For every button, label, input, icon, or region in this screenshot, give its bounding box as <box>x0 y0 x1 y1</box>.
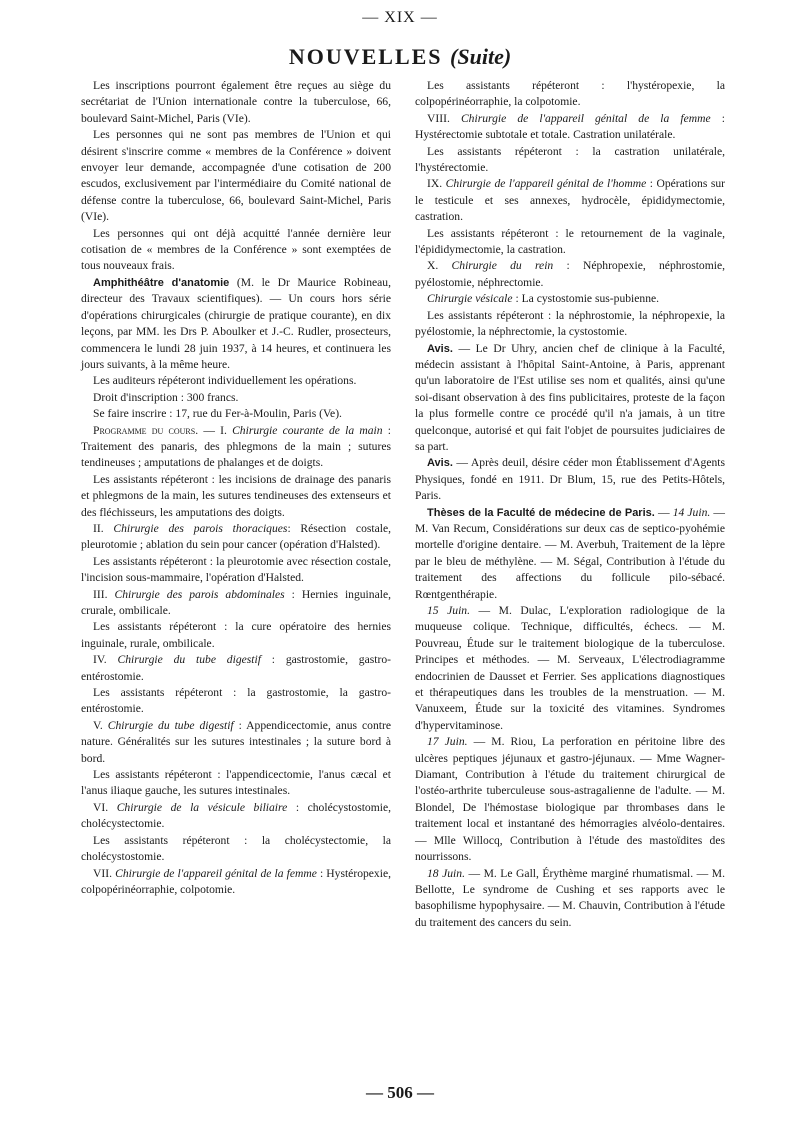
paragraph: Les assistants répéteront : la cholécystectomie, la cholécystostomie. <box>81 833 391 864</box>
italic-run: Chirurgie du tube digestif <box>107 718 234 732</box>
paragraph: Les assistants répéteront : les incisions de drainage des panaris et phlegmons de la main, les sutures tendineuses des extenseurs et des fléchisseurs, les amputations des doigts. <box>81 472 391 519</box>
paragraph <box>81 587 391 620</box>
text-run: — Après deuil, désire céder mon Établissement d'Agents Physiques, fondé en 1911. Dr Blum, 15, rue des Petits-Hôtels, Paris. <box>415 456 725 503</box>
bold-lead: Avis. <box>427 457 453 470</box>
paragraph <box>415 866 725 932</box>
italic-run: Chirurgie des parois thoraciques <box>113 521 288 535</box>
small-caps-lead: Programme du cours. <box>93 423 199 437</box>
text-run: : Hystérectomie subtotale et totale. Castration unilatérale. <box>415 111 725 142</box>
right-column <box>415 78 725 931</box>
paragraph: Se faire inscrire : 17, rue du Fer-à-Moulin, Paris (Ve). <box>93 407 342 421</box>
italic-run: 18 Juin. <box>427 866 465 880</box>
paragraph <box>81 718 391 767</box>
paragraph: Les assistants répéteront : la castration unilatérale, l'hystérectomie. <box>415 144 725 175</box>
paragraph: Les assistants répéteront : la néphrostomie, la néphropexie, la pyélostomie, la néphrectomie, la cystostomie. <box>415 308 725 339</box>
paragraph: Les inscriptions pourront également être reçues au siège du secrétariat de l'Union internationale contre la tuberculose, 66, boulevard Saint-Michel, Paris (VIe). <box>81 79 391 125</box>
italic-run: 14 Juin. <box>672 505 711 519</box>
text-run: — <box>654 505 673 519</box>
text-run: : Résection costale, pleurotomie ; ablation du sein pour cancer (opération d'Halsted). <box>81 521 392 552</box>
paragraph: Les assistants répéteront : le retournement de la vaginale, l'épididymectomie, la castration. <box>415 226 725 257</box>
italic-run: Chirurgie vésicale <box>427 292 513 306</box>
bold-lead: Amphithéâtre d'anatomie <box>93 276 230 289</box>
text-run: : gastrostomie, gastro-entérostomie. <box>81 653 391 683</box>
paragraph: Droit d'inscription : 300 francs. <box>93 390 239 404</box>
text-run: V. <box>93 718 108 732</box>
text-run: : Hystéropexie, colpopérinéorraphie, colpotomie. <box>81 866 391 896</box>
text-run: : cholécystostomie, cholécystectomie. <box>81 800 392 831</box>
text-run: III. <box>93 587 115 601</box>
text-run: : Appendicectomie, anus contre nature. Généralités sur les sutures intestinales ; la suture bord à bord. <box>81 718 391 765</box>
text-run: — M. Le Gall, Érythème marginé rhumatismal. — M. Bellotte, Le syndrome de Cushing et ses rapports avec le basophilisme hypophysaire. — M. Chauvin, Contribution à l'étude du traitement des cancers du sein. <box>415 866 725 929</box>
paragraph <box>81 800 391 833</box>
paragraph: Les personnes qui ne sont pas membres de l'Union et qui désirent s'inscrire comme « membres de la Conférence » doivent envoyer leur demande, accompagnée d'une cotisation de 200 escudos, exclusivement par l'intermédiaire du Comité national de défense contre la tuberculose, 66, boulevard Saint-Michel, Paris (VIe). <box>81 128 391 224</box>
italic-run: Chirurgie de l'appareil génital de l'homme <box>445 177 647 191</box>
paragraph <box>415 734 725 865</box>
italic-run: Chirurgie du rein <box>451 259 554 273</box>
paragraph <box>415 505 725 603</box>
text-run: IV. <box>93 653 118 667</box>
section-title <box>0 44 800 70</box>
italic-run: 17 Juin. <box>427 735 468 749</box>
italic-run: Chirurgie de la vésicule biliaire <box>116 800 288 814</box>
text-run: — I. <box>198 423 233 437</box>
bold-lead: Thèses de la Faculté de médecine de Paris. <box>427 506 655 519</box>
text-run: — M. Riou, La perforation en péritoine libre des ulcères peptiques jéjunaux et gastro-jéjunaux. — Mme Wagner-Diamant, Contribution à l'étude du traitement chirurgical de l'ostéo-arthrite tuberculeuse sous-astragalienne de l'adulte. — M. Blondel, De l'hémostase biologique par thrombases dans le traitement local et instantané des hémorragies alvéolo-dentaires. — Mlle Willocq, Contribution à l'étude des mastoïdites des nourrissons. <box>415 735 725 864</box>
text-run: : Traitement des panaris, des phlegmons de la main ; sutures tendineuses ; amputations de phalanges et de doigts. <box>81 423 391 470</box>
paragraph <box>81 652 391 685</box>
paragraph <box>415 341 725 456</box>
text-run: : Néphropexie, néphrostomie, pyélostomie, néphrectomie. <box>415 259 726 289</box>
italic-run: Chirurgie des parois abdominales <box>114 587 285 601</box>
paragraph: Les assistants répéteront : l'hystéropexie, la colpopérinéorraphie, la colpotomie. <box>415 79 725 109</box>
paragraph <box>81 866 391 899</box>
text-run: — M. Van Recum, Considérations sur deux cas de septico-pyohémie mortelle d'origine dentaire. — M. Averbuh, Traitement de la lèpre par le bleu de méthylène. — M. Ségal, Contribution à l'étude du traitement des affections du follicule pilo-sébacé. Rœntgenthérapie. <box>415 505 726 601</box>
text-run: : La cystostomie sus-pubienne. <box>512 292 660 306</box>
paragraph: Les assistants répéteront : la pleurotomie avec résection costale, l'incision sous-mammaire, l'opération d'Halsted. <box>81 554 391 585</box>
paragraph <box>415 176 725 225</box>
text-run: II. <box>93 521 114 535</box>
text-run: VIII. <box>427 111 461 125</box>
text-run: X. <box>427 259 452 273</box>
roman-page-number: — XIX — <box>362 9 438 26</box>
text-run: (M. le Dr Maurice Robineau, directeur des Travaux scientifiques). — Un cours hors série d'opérations chirurgicales (chirurgie de pratique courante), en dix leçons, par MM. les Drs P. Aboulker et J.-C. Rudler, prosecteurs, commencera le lundi 28 juin 1937, à 14 heures, et continuera les jours suivants, à la même heure. <box>81 275 391 371</box>
text-run: : Hernies inguinale, crurale, ombilicale. <box>81 587 391 617</box>
italic-run: 15 Juin. <box>427 604 470 617</box>
text-run: VI. <box>93 800 117 814</box>
text-run: — M. Dulac, L'exploration radiologique de la muqueuse colique. Technique, difficultés, échecs. — M. Pouvreau, Étude sur le traitement biologique de la tuberculose. Principes et méthodes. — M. Serveaux, L'électrodiagramme endocrinien de Dausset et Ferrier. Ses applications diagnostiques et thérapeutiques dans les troubles de la menstruation. — M. Vanuxeem, Étude sur la toxicité des vitamines. Syndromes d'hypervitaminose. <box>415 604 725 732</box>
paragraph <box>415 291 725 307</box>
paragraph <box>81 275 391 373</box>
page-folio: — 506 — <box>366 1083 434 1102</box>
paragraph: Les auditeurs répéteront individuellement les opérations. <box>93 374 357 388</box>
section-title-suite: (Suite) <box>450 44 512 69</box>
paragraph: Les assistants répéteront : la cure opératoire des hernies inguinale, rurale, ombilicale. <box>81 620 391 650</box>
italic-run: Chirurgie de l'appareil génital de la femme <box>460 111 711 125</box>
paragraph: Les assistants répéteront : la gastrostomie, la gastro-entérostomie. <box>81 686 391 716</box>
paragraph: Les assistants répéteront : l'appendicectomie, l'anus cæcal et l'anus iliaque gauche, les sutures intestinales. <box>81 768 391 798</box>
paragraph <box>415 603 725 734</box>
italic-run: Chirurgie du tube digestif <box>117 653 261 667</box>
paragraph <box>415 258 725 291</box>
text-run: : Opérations sur le testicule et ses annexes, hydrocèle, épididymectomie, castration. <box>415 177 725 224</box>
italic-run: Chirurgie courante de la main <box>232 423 383 437</box>
section-title-main: NOUVELLES <box>288 44 443 69</box>
paragraph <box>415 455 725 504</box>
italic-run: Chirurgie de l'appareil génital de la femme <box>115 866 317 880</box>
paragraph <box>81 521 391 554</box>
text-run: — Le Dr Uhry, ancien chef de clinique à la Faculté, médecin assistant à l'hôpital Saint-Antoine, à Paris, apprenant qu'un laboratoire de l'Est utilise ses nom et qualités, ainsi qu'une soi-disant observation à des fins publicitaires, proteste de la façon la plus formelle contre ce procédé qu'il n'a jamais, à un titre quelconque, autorisé et qui fait l'objet de poursuites judiciaires de sa part. <box>415 341 725 453</box>
left-column <box>81 78 391 898</box>
text-run: IX. <box>427 177 446 191</box>
paragraph: Les personnes qui ont déjà acquitté l'année dernière leur cotisation de « membres de la Conférence » sont exemptées de tous nouveaux frais. <box>81 226 391 273</box>
text-run: VII. <box>93 866 116 880</box>
bold-lead: Avis. <box>427 342 453 355</box>
paragraph <box>81 423 391 472</box>
paragraph <box>415 111 725 144</box>
